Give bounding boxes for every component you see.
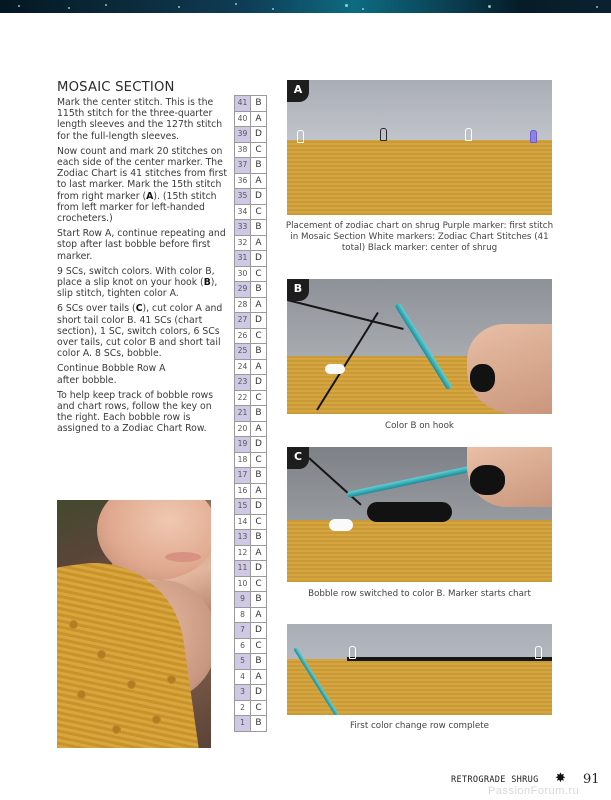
knit-fabric [287,659,552,715]
chart-row-number: 39 [235,127,251,143]
bobble-shape [69,620,78,629]
bobble-shape [112,725,121,734]
chart-row-number: 15 [235,499,251,515]
star-decoration [488,5,491,8]
bobble-row-letter: A [251,297,267,313]
photo-caption: Placement of zodiac chart on shrug Purple marker: first stitch in Mosaic Section White markers: Zodiac Chart Stitches (41 total) Black marker: center of shrug [285,221,554,253]
bobble-row-letter: A [251,421,267,437]
chart-row-number: 34 [235,204,251,220]
bobble-row-letter: B [251,282,267,298]
bobble-row-letter: B [251,654,267,670]
fingernail-shape [470,465,505,495]
text-run: Now count and mark 20 stitches on each side of the center marker. The Zodiac Chart is 41 stitches from first to last marker. Mark the 15th stitch from right marker ( [57,145,227,202]
row-key-row [235,266,267,282]
text-run: 6 SCs over tails ( [57,303,136,315]
bobble-shape [127,680,136,689]
instruction-paragraph [57,303,227,359]
bobble-row-letter: B [251,406,267,422]
row-key-row [235,375,267,391]
row-key-row [235,204,267,220]
black-marker-icon [380,128,387,141]
row-key-row [235,189,267,205]
row-key-row [235,359,267,375]
chart-row-number: 16 [235,483,251,499]
bobble-row-letter: B [251,344,267,360]
chart-row-number: 29 [235,282,251,298]
chart-row-number: 25 [235,344,251,360]
chart-row-number: 24 [235,359,251,375]
chart-row-number: 36 [235,173,251,189]
bobble-row-letter: B [251,530,267,546]
footer-pattern-title: RETROGRADE SHRUG [451,775,539,785]
watermark: PassionForum.ru [488,785,580,797]
bobble-row-letter: A [251,607,267,623]
bobble-shape [167,675,176,684]
bobble-row-letter: C [251,638,267,654]
bobble-row-letter: A [251,545,267,561]
chart-row-number: 14 [235,514,251,530]
bobble-row-letter: A [251,483,267,499]
knit-fabric [287,140,552,215]
chart-row-number: 22 [235,390,251,406]
chart-row-number: 27 [235,313,251,329]
chart-row-number: 4 [235,669,251,685]
row-key-row [235,716,267,732]
photo-ref: C [135,303,143,315]
row-key-row [235,297,267,313]
photo-ref: A [146,190,154,202]
star-decoration [105,4,107,6]
row-key-row [235,111,267,127]
text-run: ). (15th stitch from left marker for left-handed crocheters.) [57,190,217,225]
row-key-row [235,592,267,608]
bobble-row-letter: C [251,452,267,468]
chart-row-number: 33 [235,220,251,236]
chart-row-number: 20 [235,421,251,437]
photo-badge: A [287,80,309,102]
photo-caption: Color B on hook [385,421,454,431]
row-key-row [235,235,267,251]
row-key-row [235,452,267,468]
knit-fabric [287,520,552,582]
row-key-row [235,576,267,592]
photo-a [287,80,552,215]
chart-row-number: 9 [235,592,251,608]
bobble-row-letter: D [251,127,267,143]
star-decoration [18,5,20,7]
row-key-row [235,530,267,546]
photo-d [287,624,552,715]
chart-row-number: 38 [235,142,251,158]
row-key-row [235,421,267,437]
chart-row-number: 23 [235,375,251,391]
white-marker-icon [329,519,353,531]
row-key-row [235,468,267,484]
photo-caption: First color change row complete [349,721,490,731]
row-key-row [235,158,267,174]
row-key-row [235,700,267,716]
bobble-row-letter: A [251,111,267,127]
shrug-shape [57,551,202,748]
chart-row-number: 13 [235,530,251,546]
lips-shape [165,552,201,562]
row-key-row [235,282,267,298]
row-key-row [235,685,267,701]
row-key-row [235,514,267,530]
bobble-row-letter: D [251,623,267,639]
instruction-paragraph: To help keep track of bobble rows and chart rows, follow the key on the right. Each bobble row is assigned to a Zodiac Chart Row. [57,389,214,435]
row-key-row [235,344,267,360]
row-key-row [235,127,267,143]
white-marker-icon [349,646,356,659]
row-key-row [235,499,267,515]
chart-row-number: 28 [235,297,251,313]
bobble-row-letter: C [251,576,267,592]
bobble-row-letter: A [251,669,267,685]
star-decoration [235,3,237,5]
star-decoration [362,8,364,10]
bobble-row-letter: C [251,142,267,158]
bobble-row-letter: D [251,561,267,577]
row-key-row [235,173,267,189]
zodiac-row-key [234,95,267,732]
bobble-row-letter: A [251,173,267,189]
section-title: MOSAIC SECTION [57,80,175,95]
model-photo [57,500,211,748]
bobble-shape [97,650,106,659]
row-key-row [235,406,267,422]
row-key-row [235,623,267,639]
photo-badge: C [287,447,309,469]
instruction-paragraph [57,146,227,224]
bobble-row-letter: B [251,96,267,112]
bobble-row-letter: A [251,359,267,375]
chart-row-number: 21 [235,406,251,422]
black-stitch-row [347,657,552,661]
instruction-paragraph: Mark the center stitch. This is the 115th stitch for the three-quarter length sleeves and the 127th stitch for the full-length sleeves. [57,97,223,142]
page-number: 91 [583,772,600,787]
row-key-row [235,313,267,329]
photo-caption: Bobble row switched to color B. Marker starts chart [308,589,531,599]
chart-row-number: 7 [235,623,251,639]
row-key-row [235,607,267,623]
star-decoration [345,4,348,7]
instructions [57,97,227,439]
bobble-row-letter: A [251,235,267,251]
chart-row-number: 12 [235,545,251,561]
photo-b [287,279,552,414]
bobble-row-letter: D [251,313,267,329]
purple-marker-icon [530,130,537,143]
bobble-row-letter: C [251,390,267,406]
instruction-paragraph: Continue Bobble Row A after bobble. [57,363,166,386]
bobble-row-letter: B [251,220,267,236]
bobble-shape [152,715,161,724]
chart-row-number: 37 [235,158,251,174]
row-key-row [235,545,267,561]
chart-row-number: 1 [235,716,251,732]
instruction-paragraph: Start Row A, continue repeating and stop after last bobble before first marker. [57,228,226,262]
chart-row-number: 6 [235,638,251,654]
chart-row-number: 19 [235,437,251,453]
bobble-row-letter: C [251,266,267,282]
photo-c [287,447,552,582]
bobble-row-letter: B [251,468,267,484]
chart-row-number: 8 [235,607,251,623]
text-run: ), slip stitch, tighten color A. [57,277,218,300]
black-stitches [367,502,452,522]
instruction-paragraph [57,266,227,300]
row-key-row [235,390,267,406]
bobble-row-letter: D [251,685,267,701]
row-key-row [235,96,267,112]
row-key-row [235,328,267,344]
chart-row-number: 3 [235,685,251,701]
star-icon: ✸ [555,771,566,786]
bobble-row-letter: C [251,204,267,220]
bobble-row-letter: D [251,437,267,453]
white-marker-icon [325,364,345,374]
chart-row-number: 17 [235,468,251,484]
star-decoration [272,8,274,10]
row-key-row [235,142,267,158]
chart-row-number: 5 [235,654,251,670]
photo-badge: B [287,279,309,301]
chart-row-number: 18 [235,452,251,468]
row-key-row [235,251,267,267]
bobble-row-letter: B [251,592,267,608]
white-marker-icon [297,130,304,143]
text-run: 9 SCs, switch colors. With color B, place a slip knot on your hook ( [57,265,215,289]
row-key-row [235,483,267,499]
bobble-shape [77,690,86,699]
bobble-row-letter: C [251,700,267,716]
row-key-row [235,220,267,236]
chart-row-number: 2 [235,700,251,716]
row-key-row [235,638,267,654]
bobble-row-letter: B [251,158,267,174]
bobble-row-letter: D [251,251,267,267]
star-decoration [178,6,180,8]
bobble-row-letter: D [251,375,267,391]
bobble-row-letter: D [251,189,267,205]
chart-row-number: 41 [235,96,251,112]
star-decoration [596,6,598,8]
row-key-row [235,654,267,670]
chart-row-number: 32 [235,235,251,251]
bobble-row-letter: C [251,328,267,344]
star-decoration [68,7,70,9]
chart-row-number: 30 [235,266,251,282]
white-marker-icon [535,646,542,659]
chart-row-number: 10 [235,576,251,592]
fingernail-shape [470,364,495,392]
row-key-row [235,437,267,453]
white-marker-icon [465,128,472,141]
header-banner [0,0,611,13]
photo-ref: B [203,277,211,289]
chart-row-number: 11 [235,561,251,577]
bobble-row-letter: D [251,499,267,515]
row-key-row [235,669,267,685]
row-key-row [235,561,267,577]
bobble-row-letter: B [251,716,267,732]
bobble-row-letter: C [251,514,267,530]
text-run: ), cut color A and short tail color B. 41 SCs (chart section), 1 SC, switch colors, 6 SCs over tails, cut color B and short tail color A. 8 SCs, bobble. [57,303,223,360]
chart-row-number: 26 [235,328,251,344]
chart-row-number: 35 [235,189,251,205]
chart-row-number: 40 [235,111,251,127]
chart-row-number: 31 [235,251,251,267]
